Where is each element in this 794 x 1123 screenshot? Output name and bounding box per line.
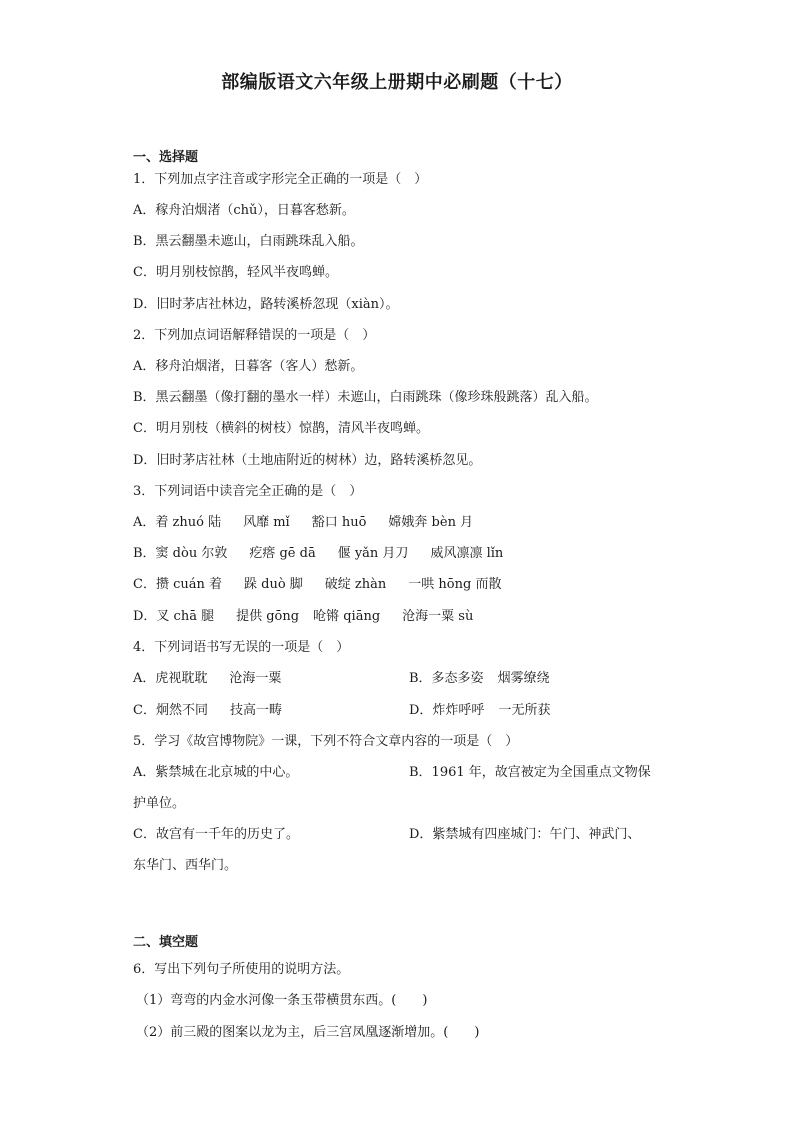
option-term: 烟雾缭绕 xyxy=(497,671,550,686)
option-term: C．炯然不同 xyxy=(133,703,208,718)
question-2-option-b: B．黑云翻墨（像打翻的墨水一样）未遮山，白雨跳珠（像珍珠般跳落）乱入船。 xyxy=(133,390,598,405)
question-5-option-b-continued: 护单位。 xyxy=(133,796,186,811)
option-term: A．虎视耽耽 xyxy=(133,671,208,686)
question-3-option-d xyxy=(133,608,473,626)
question-3-option-c xyxy=(133,576,501,594)
option-term: 威风凛凛 lǐn xyxy=(430,546,504,561)
option-term: 一无所获 xyxy=(498,703,551,718)
question-1-option-d: D．旧时茅店社林边，路转溪桥忽现（xiàn）。 xyxy=(133,297,399,312)
option-term: 呛锵 qiāng xyxy=(313,609,381,624)
option-term: 一哄 hōng 而散 xyxy=(408,577,502,592)
question-2-option-d: D．旧时茅店社林（土地庙附近的树林）边，路转溪桥忽见。 xyxy=(133,453,482,468)
question-1-option-a: A．稼舟泊烟渚（chǔ），日暮客愁新。 xyxy=(133,203,355,218)
question-5-option-c: C．故宫有一千年的历史了。 xyxy=(133,827,299,842)
section-heading-choice: 一、选择题 xyxy=(133,150,199,165)
option-term: 破绽 zhàn xyxy=(324,577,387,592)
question-2-option-c: C．明月别枝（横斜的树枝）惊鹊，清风半夜鸣蝉。 xyxy=(133,421,429,436)
option-term: 技高一畴 xyxy=(229,703,282,718)
section-heading-fill: 二、填空题 xyxy=(133,935,199,950)
option-term: D．炸炸呼呼 xyxy=(409,703,485,718)
question-6-item-2: （2）前三殿的图案以龙为主，后三宫凤凰逐渐增加。( ) xyxy=(136,1025,480,1040)
question-5-option-d-continued: 东华门、西华门。 xyxy=(133,858,238,873)
question-4-option-d xyxy=(409,702,550,720)
question-3-stem: 3．下列词语中读音完全正确的是（ ） xyxy=(133,484,363,499)
option-term: 提供 gōng xyxy=(236,609,300,624)
question-4-option-a xyxy=(133,670,281,688)
option-term: 嫦娥奔 bèn 月 xyxy=(388,515,474,530)
question-4-stem: 4．下列词语书写无误的一项是（ ） xyxy=(133,640,350,655)
option-term: 沧海一粟 xyxy=(229,671,282,686)
question-4-option-c xyxy=(133,702,282,720)
option-term: 偃 yǎn 月刀 xyxy=(337,546,409,561)
option-term: D．叉 chā 腿 xyxy=(133,609,215,624)
question-6-item-1: （1）弯弯的内金水河像一条玉带横贯东西。( ) xyxy=(136,993,428,1008)
question-3-option-a xyxy=(133,514,473,532)
question-1-stem: 1．下列加点字注音或字形完全正确的一项是（ ） xyxy=(133,172,428,187)
option-term: 豁口 huō xyxy=(311,515,367,530)
page-title: 部编版语文六年级上册期中必刷题（十七） xyxy=(221,72,573,93)
question-6-stem: 6．写出下列句子所使用的说明方法。 xyxy=(133,962,350,977)
question-5-option-b: B．1961 年，故宫被定为全国重点文物保 xyxy=(409,765,651,780)
option-term: 跺 duò 脚 xyxy=(244,577,303,592)
option-term: C．攒 cuán 着 xyxy=(133,577,222,592)
question-2-option-a: A．移舟泊烟渚，日暮客（客人）愁新。 xyxy=(133,359,364,374)
option-term: A．着 zhuó 陆 xyxy=(133,515,222,530)
option-term: 疙瘩 gē dā xyxy=(249,546,316,561)
question-2-stem: 2．下列加点词语解释错误的一项是（ ） xyxy=(133,328,376,343)
option-term: 沧海一粟 sù xyxy=(402,609,474,624)
option-term: B．窦 dòu 尔敦 xyxy=(133,546,228,561)
question-1-option-c: C．明月别枝惊鹊，轻风半夜鸣蝉。 xyxy=(133,265,338,280)
option-term: 风靡 mǐ xyxy=(243,515,290,530)
option-term: B．多态多姿 xyxy=(409,671,484,686)
question-5-option-d: D．紫禁城有四座城门：午门、神武门、 xyxy=(409,827,641,842)
question-4-option-b xyxy=(409,670,550,688)
question-1-option-b: B．黑云翻墨未遮山，白雨跳珠乱入船。 xyxy=(133,234,364,249)
question-5-stem: 5．学习《故宫博物院》一课，下列不符合文章内容的一项是（ ） xyxy=(133,734,519,749)
question-5-option-a: A．紫禁城在北京城的中心。 xyxy=(133,765,299,780)
question-3-option-b xyxy=(133,545,503,563)
